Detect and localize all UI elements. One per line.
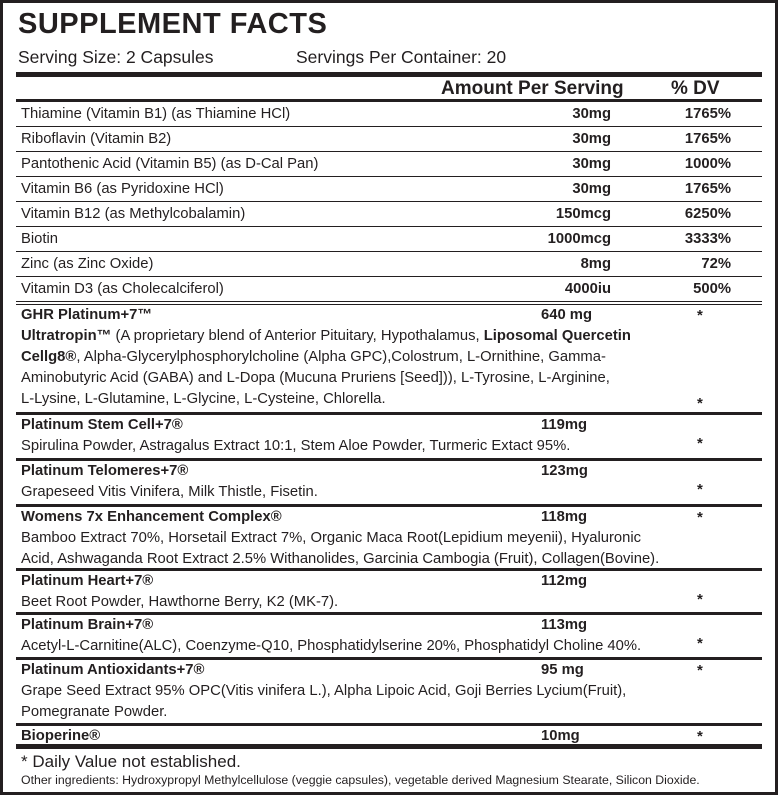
divider [16, 176, 762, 177]
blend-name: Platinum Stem Cell+7® [21, 417, 183, 433]
blend-amount: 10mg [541, 728, 580, 744]
blend-description: Beet Root Powder, Hawthorne Berry, K2 (MK-7). [21, 594, 339, 610]
nutrient-amount: 30mg [572, 156, 611, 172]
divider [16, 226, 762, 227]
serving-size: Serving Size: 2 Capsules [18, 47, 214, 67]
blend-description: Acid, Ashwaganda Root Extract 2.5% Withanolides, Garcinia Cambogia (Fruit), Collagen(Bovine). [21, 551, 660, 567]
nutrient-dv: 1765% [684, 131, 731, 147]
nutrient-name: Zinc (as Zinc Oxide) [21, 256, 154, 272]
blend-description: Grape Seed Extract 95% OPC(Vitis vinifera L.), Alpha Lipoic Acid, Goji Berries Lycium(Fruit), [21, 683, 627, 699]
divider [16, 301, 762, 302]
nutrient-name: Riboflavin (Vitamin B2) [21, 131, 172, 147]
divider [16, 723, 762, 726]
blend-description: Spirulina Powder, Astragalus Extract 10:1, Stem Aloe Powder, Turmeric Extact 95%. [21, 438, 571, 454]
servings-per-container: Servings Per Container: 20 [296, 47, 507, 67]
divider [16, 276, 762, 277]
panel-title: SUPPLEMENT FACTS [18, 8, 328, 40]
blend-name: Platinum Brain+7® [21, 617, 154, 633]
blend-dv: * [697, 395, 703, 412]
nutrient-amount: 8mg [580, 256, 611, 272]
dv-footnote: * Daily Value not established. [21, 752, 241, 771]
nutrient-dv: 1000% [684, 156, 731, 172]
nutrient-amount: 4000iu [564, 281, 611, 297]
nutrient-name: Thiamine (Vitamin B1) (as Thiamine HCl) [21, 106, 291, 122]
divider [16, 201, 762, 202]
divider [16, 251, 762, 252]
blend-dv: * [697, 591, 703, 608]
nutrient-dv: 6250% [684, 206, 731, 222]
nutrient-name: Vitamin D3 (as Cholecalciferol) [21, 281, 224, 297]
nutrient-dv: 500% [693, 281, 731, 297]
blend-name: Platinum Telomeres+7® [21, 463, 189, 479]
nutrient-dv: 72% [701, 256, 731, 272]
nutrient-name: Vitamin B12 (as Methylcobalamin) [21, 206, 246, 222]
nutrient-amount: 150mcg [555, 206, 611, 222]
blend-description: Acetyl-L-Carnitine(ALC), Coenzyme-Q10, Phosphatidylserine 20%, Phosphatidyl Choline 40%. [21, 638, 642, 654]
blend-amount: 123mg [541, 463, 588, 479]
other-ingredients: Other ingredients: Hydroxypropyl Methylcellulose (veggie capsules), vegetable derived Magnesium Stearate, Silicon Dioxide. [21, 773, 700, 787]
blend-description: Pomegranate Powder. [21, 704, 168, 720]
ghr-blend [21, 305, 762, 411]
divider [16, 126, 762, 127]
nutrient-dv: 3333% [684, 231, 731, 247]
blend-name: Platinum Antioxidants+7® [21, 662, 205, 678]
blend-dv: * [697, 307, 703, 324]
nutrient-dv: 1765% [684, 181, 731, 197]
amount-per-serving-header: Amount Per Serving [441, 78, 624, 99]
divider [16, 151, 762, 152]
blend-dv: * [697, 662, 703, 679]
blend-amount: 113mg [541, 617, 588, 633]
divider [16, 99, 762, 102]
nutrient-amount: 30mg [572, 106, 611, 122]
nutrient-amount: 1000mcg [547, 231, 611, 247]
divider [16, 744, 762, 749]
blend-amount: 640 mg [541, 307, 592, 323]
nutrient-name: Biotin [21, 231, 59, 247]
divider [16, 72, 762, 77]
blend-dv: * [697, 509, 703, 526]
nutrient-name: Pantothenic Acid (Vitamin B5) (as D-Cal Pan) [21, 156, 319, 172]
dv-header: % DV [671, 78, 720, 99]
blend-amount: 118mg [541, 509, 588, 525]
blend-dv: * [697, 481, 703, 498]
blend-amount: 112mg [541, 573, 588, 589]
blend-name: Platinum Heart+7® [21, 573, 154, 589]
blend-dv: * [697, 728, 703, 745]
blend-amount: 119mg [541, 417, 588, 433]
nutrient-amount: 30mg [572, 131, 611, 147]
blend-name: Bioperine® [21, 728, 101, 744]
ultratropin-label: Ultratropin™ [21, 328, 112, 344]
blend-description: Bamboo Extract 70%, Horsetail Extract 7%, Organic Maca Root(Lepidium meyenii), Hyaluronic [21, 530, 642, 546]
blend-description: Ultratropin™ (A proprietary blend of Anterior Pituitary, Hypothalamus, Liposomal Quercetin Cellg8®, Alpha-Glycerylphosphorylcholine (Alpha GPC),Colostrum, L-Ornithine, Gamma- Aminobutyric Acid (GABA) and L-Dopa (Mucuna Pruriens [Seed])), L-Tyrosine, L-Arginine, L-Lysine, L-Glutamine, L-Glycine, L-Cysteine, Chlorella. [21, 328, 631, 407]
nutrient-name: Vitamin B6 (as Pyridoxine HCl) [21, 181, 224, 197]
blend-dv: * [697, 635, 703, 652]
blend-amount: 95 mg [541, 662, 584, 678]
nutrient-amount: 30mg [572, 181, 611, 197]
blend-name: GHR Platinum+7™ [21, 307, 153, 323]
blend-dv: * [697, 435, 703, 452]
nutrient-dv: 1765% [684, 106, 731, 122]
blend-name: Womens 7x Enhancement Complex® [21, 509, 282, 525]
blend-description: Grapeseed Vitis Vinifera, Milk Thistle, Fisetin. [21, 484, 318, 500]
